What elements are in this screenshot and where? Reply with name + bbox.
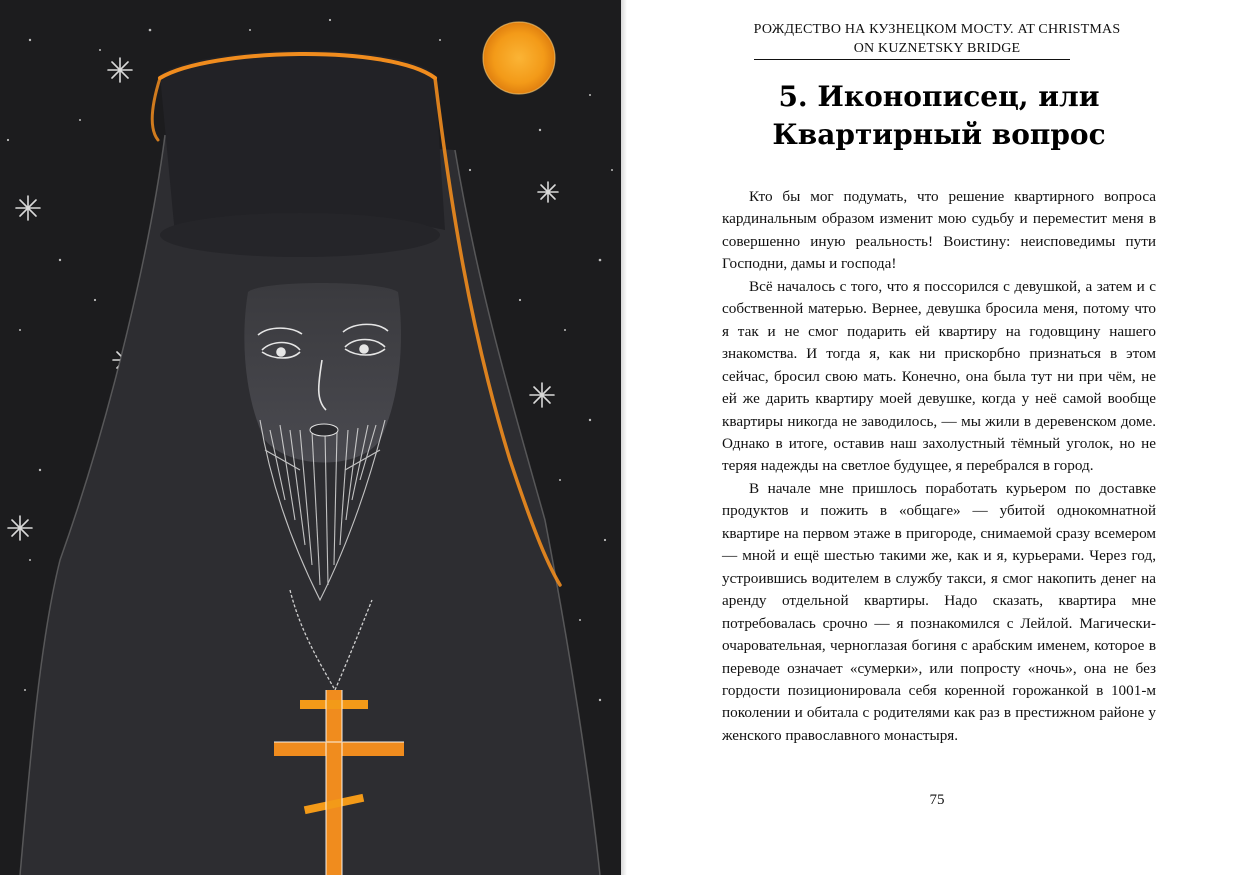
paragraph-3: В начале мне пришлось поработать курьером по доставке продуктов и пожить в «общаге» — убитой однокомнатной квартире на первом этаже в пригороде, снимаемой сразу всемером — мной и ещё шестью такими же, как и я, курьерами. Через год, устроившись водителем в службу такси, я смог накопить денег на аренду отдельной квартиры. Надо сказать, квартира мне потребовалась срочно — я познакомился с Лейлой. Магически-очаровательная, черноглазая богиня с арабским именем, которое в переводе означает «сумерки», или попросту «ночь», она не без гордости позиционировала себя коренной горожанкой в 1001-м поколении и обитала с родителями как раз в престижном районе у женского православного монастыря. — [722, 479, 1156, 744]
monk-hat — [160, 51, 445, 235]
paragraph-2: Всё началось с того, что я поссорился с девушкой, а затем и с собственной матерью. Вернее, девушка бросила меня, потому что я так и не смог подарить ей квартиру на годовщину нашего знакомства. И тогда я, как ни прискорбно признаться в этом сейчас, бросил свою мать. Конечно, она была тут ни при чём, не ей же дарить квартиру моей девушке, когда у неё самой вообще квартиры никогда не заводилось, — мы жили в деревенском доме. Однако в итоге, оставив наш захолустный тёмный уголок, но не теряя надежды на светлое будущее, я перебрался в город. — [722, 277, 1156, 475]
chapter-title-line-2: Квартирный вопрос — [772, 118, 1106, 151]
chapter-body — [722, 186, 1156, 747]
chapter-title — [722, 78, 1156, 154]
page-number: 75 — [929, 792, 945, 808]
text-page — [627, 0, 1242, 875]
chapter-title-line-1: 5. Иконописец, или — [778, 80, 1100, 113]
running-head: РОЖДЕСТВО НА КУЗНЕЦКОМ МОСТУ. AT CHRISTMAS ON KUZNETSKY BRIDGE — [753, 22, 1121, 56]
paragraph-1: Кто бы мог подумать, что решение квартирного вопроса кардинальным образом изменит мою судьбу и переместит меня в совершенно иную реальность! Воистину: неисповедимы пути Господни, дамы и господа! — [722, 188, 1156, 273]
running-head-rule — [754, 59, 1070, 60]
moon-icon — [483, 22, 555, 94]
